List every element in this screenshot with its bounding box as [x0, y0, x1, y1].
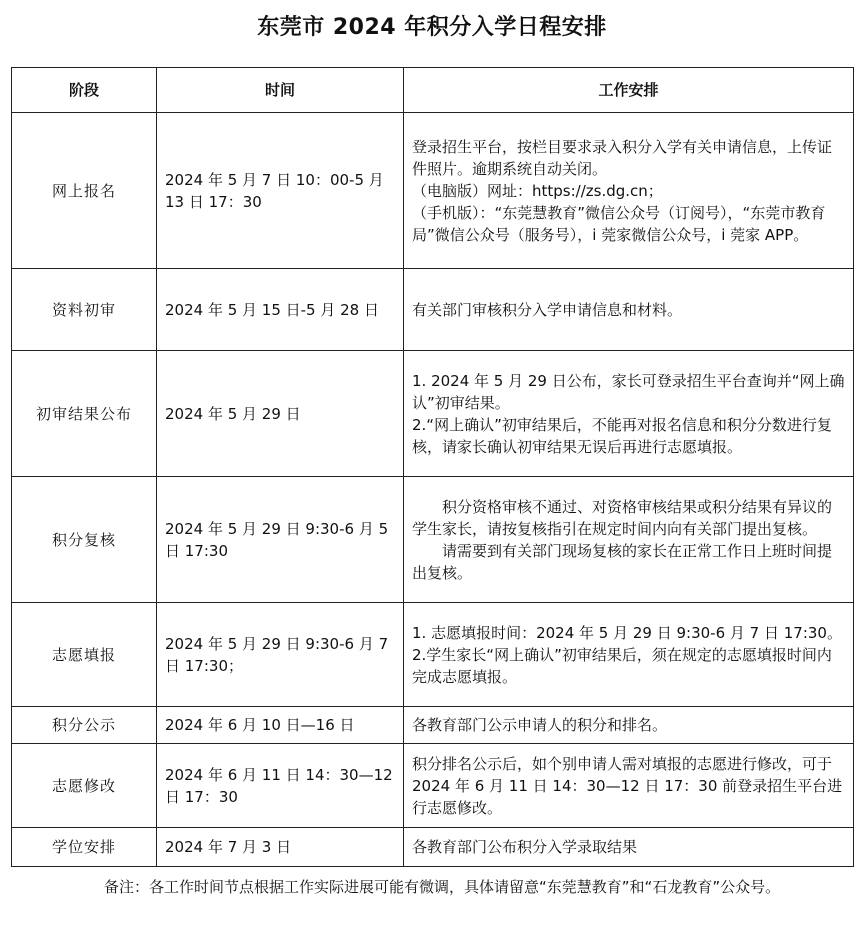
- table-row: [12, 707, 854, 744]
- row-tasks: [404, 113, 854, 269]
- row-stage: 积分复核: [12, 477, 157, 603]
- task-line: （电脑版）网址：https://zs.dg.cn；: [412, 181, 663, 200]
- task-line: 2.学生家长“网上确认”初审结果后，须在规定的志愿填报时间内完成志愿填报。: [412, 645, 832, 686]
- row-tasks: [404, 744, 854, 828]
- table-row: [12, 351, 854, 477]
- row-time: 2024 年 5 月 29 日: [157, 351, 404, 477]
- table-row: [12, 269, 854, 351]
- table-row: [12, 477, 854, 603]
- task-line: 请需要到有关部门现场复核的家长在正常工作日上班时间提出复核。: [412, 541, 833, 582]
- row-tasks: [404, 707, 854, 744]
- header-tasks: 工作安排: [404, 68, 854, 113]
- table-row: [12, 603, 854, 707]
- schedule-table: [11, 67, 854, 867]
- table-row: [12, 828, 854, 867]
- row-tasks: [404, 603, 854, 707]
- row-stage: 学位安排: [12, 828, 157, 867]
- row-tasks: [404, 269, 854, 351]
- row-stage: 志愿修改: [12, 744, 157, 828]
- task-line: 积分排名公示后，如个别申请人需对填报的志愿进行修改，可于 2024 年 6 月 11 日 14：30—12 日 17：30 前登录招生平台进行志愿修改。: [412, 754, 843, 817]
- row-stage: 网上报名: [12, 113, 157, 269]
- task-line: 2.“网上确认”初审结果后，不能再对报名信息和积分分数进行复核，请家长确认初审结果无误后再进行志愿填报。: [412, 415, 832, 456]
- table-row: [12, 744, 854, 828]
- row-time: 2024 年 5 月 7 日 10：00-5 月 13 日 17：30: [157, 113, 404, 269]
- row-stage: 志愿填报: [12, 603, 157, 707]
- table-row: [12, 113, 854, 269]
- row-time: 2024 年 6 月 11 日 14：30—12 日 17：30: [157, 744, 404, 828]
- page-title: 东莞市 2024 年积分入学日程安排: [257, 15, 607, 40]
- task-line: 各教育部门公布积分入学录取结果: [412, 838, 638, 856]
- row-time: 2024 年 6 月 10 日—16 日: [157, 707, 404, 744]
- task-line: （手机版）：“东莞慧教育”微信公众号（订阅号），“东莞市教育局”微信公众号（服务号），i 莞家微信公众号，i 莞家 APP。: [412, 203, 826, 244]
- table-header-row: [12, 68, 854, 113]
- row-stage: 积分公示: [12, 707, 157, 744]
- task-line: 1. 志愿填报时间：2024 年 5 月 29 日 9:30-6 月 7 日 17:30。: [412, 623, 842, 642]
- row-tasks: [404, 351, 854, 477]
- header-time: 时间: [157, 68, 404, 113]
- footnote: 备注：各工作时间节点根据工作实际进展可能有微调，具体请留意“东莞慧教育”和“石龙教育”公众号。: [104, 878, 781, 896]
- row-time: 2024 年 7 月 3 日: [157, 828, 404, 867]
- row-time: 2024 年 5 月 29 日 9:30-6 月 5 日 17:30: [157, 477, 404, 603]
- row-stage: 资料初审: [12, 269, 157, 351]
- task-line: 登录招生平台，按栏目要求录入积分入学有关申请信息，上传证件照片。逾期系统自动关闭。: [412, 137, 833, 178]
- header-stage: 阶段: [12, 68, 157, 113]
- task-line: 有关部门审核积分入学申请信息和材料。: [412, 300, 683, 319]
- task-line: 各教育部门公示申请人的积分和排名。: [412, 716, 668, 734]
- row-tasks: [404, 828, 854, 867]
- row-time: 2024 年 5 月 29 日 9:30-6 月 7 日 17:30；: [157, 603, 404, 707]
- row-time: 2024 年 5 月 15 日-5 月 28 日: [157, 269, 404, 351]
- task-line: 1. 2024 年 5 月 29 日公布，家长可登录招生平台查询并“网上确认”初审结果。: [412, 371, 845, 412]
- row-tasks: [404, 477, 854, 603]
- task-line: 积分资格审核不通过、对资格审核结果或积分结果有异议的学生家长，请按复核指引在规定时间内向有关部门提出复核。: [412, 497, 833, 538]
- row-stage: 初审结果公布: [12, 351, 157, 477]
